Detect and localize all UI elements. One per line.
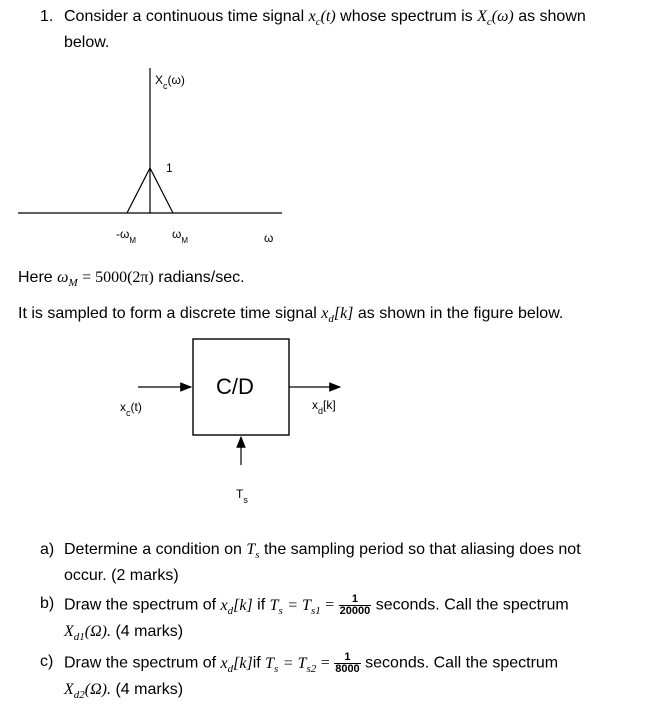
part-a-line-1: Determine a condition on $T_s$ the sampling period so that aliasing does not xyxy=(64,541,581,561)
pos-wm-tick-label: $\omega_M$ xyxy=(172,227,189,245)
xc-symbol: $x_c(t)$ xyxy=(308,8,336,28)
part-b-label: b) xyxy=(40,595,55,612)
question-number: 1. xyxy=(40,8,54,25)
part-b-line-1: Draw the spectrum of $x_d[k]$ if $T_s = T_{s1}$ = $\frac{1}{20000}$ seconds. Call the spectrum xyxy=(64,593,569,617)
sampled-line: It is sampled to form a discrete time signal $x_d[k]$ as shown in the figure below. xyxy=(18,305,564,325)
part-c-label: c) xyxy=(40,653,54,670)
ts-label: $T_s$ xyxy=(236,487,248,505)
part-a-label: a) xyxy=(40,541,55,558)
q-line1-post: as shown xyxy=(518,8,586,25)
part-c-line-1: Draw the spectrum of $x_d[k]if$ $T_s = T_{s2}$ = $\frac{1}{8000}$ seconds. Call the spectrum xyxy=(64,651,559,675)
spectrum-y-label: $X_c(\omega)$ xyxy=(155,73,185,91)
output-signal-label: $x_d[k]$ xyxy=(312,398,336,416)
input-signal-label: $x_c(t)$ xyxy=(120,400,142,418)
part-c-line-2: $X_{d2}(\Omega)$. (4 marks) xyxy=(64,681,184,701)
part-a-line-2: occur. (2 marks) xyxy=(64,567,179,584)
neg-wm-tick-label: $-\omega_M$ xyxy=(116,227,137,245)
q-line1-pre: Consider a continuous time signal xyxy=(64,8,305,25)
Xc-symbol: $X_c(\omega)$ xyxy=(477,8,514,28)
question-line-2: below. xyxy=(64,34,110,51)
spectrum-peak-label: 1 xyxy=(166,161,173,175)
omega-axis-label: ω xyxy=(264,231,274,245)
q-line1-mid: whose spectrum is xyxy=(340,8,473,25)
cd-block-label: C/D xyxy=(216,374,254,399)
here-line: Here $\omega_M = 5000(2\pi)$ radians/sec. xyxy=(18,269,245,289)
b-fraction: $\frac{1}{20000}$ xyxy=(339,593,371,617)
c-fraction: $\frac{1}{8000}$ xyxy=(335,651,360,675)
part-b-line-2: $X_{d1}(\Omega)$. (4 marks) xyxy=(64,623,184,643)
